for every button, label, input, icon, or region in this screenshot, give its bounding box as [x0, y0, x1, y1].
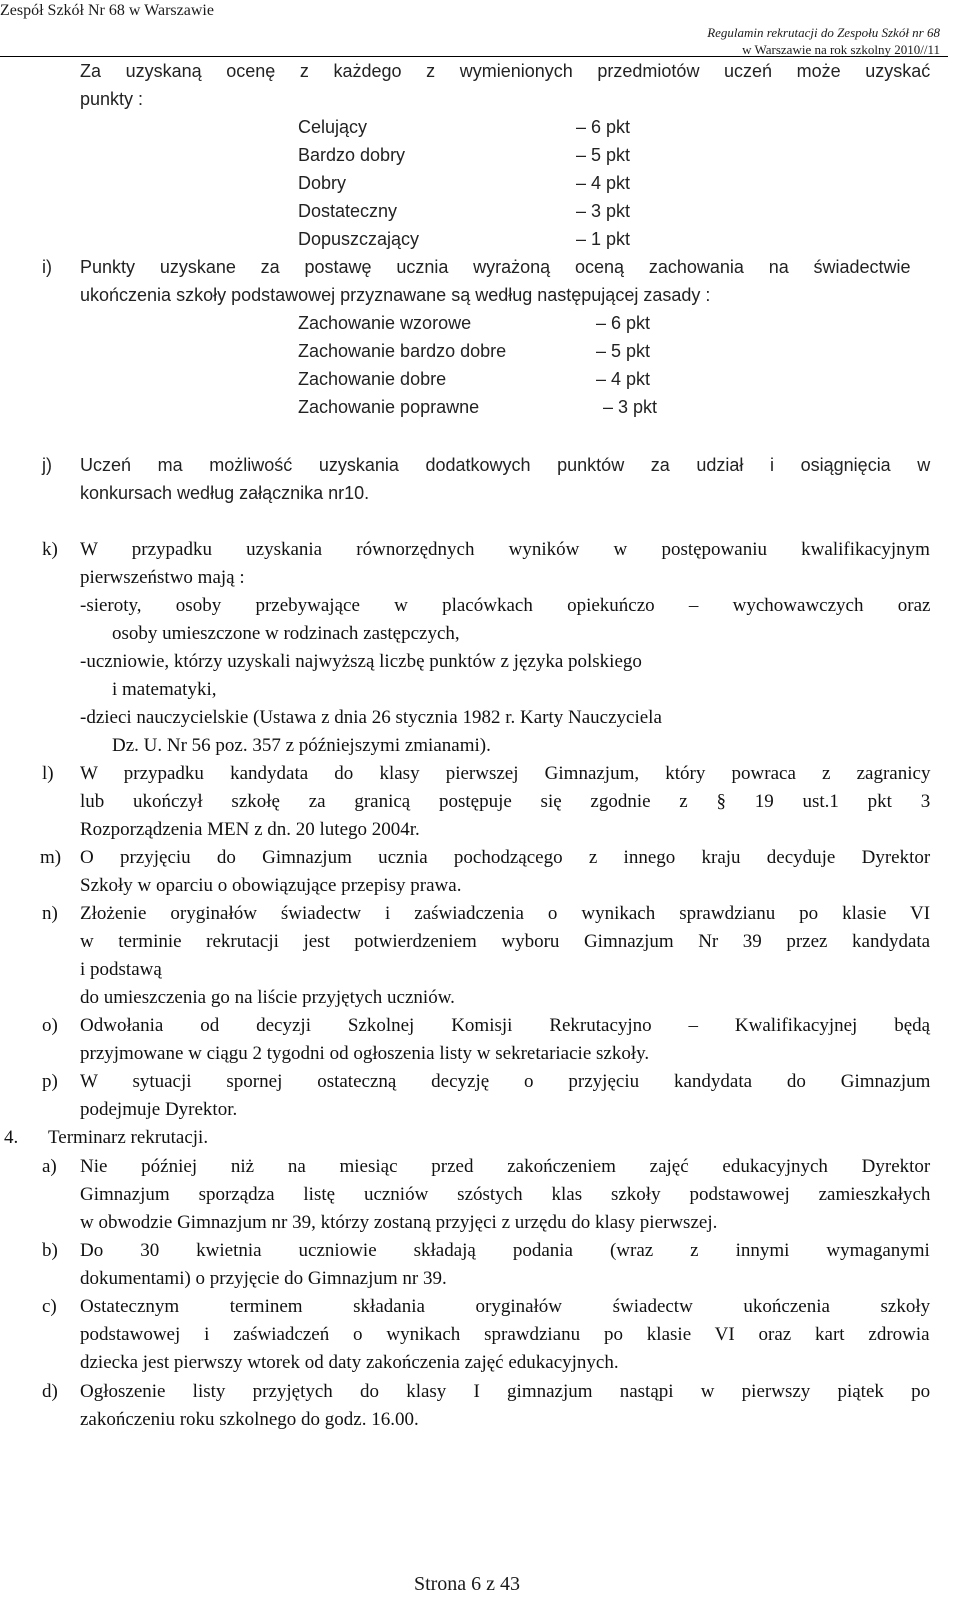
grade-points: – 5 pkt: [575, 145, 630, 165]
item-label: m): [40, 847, 62, 868]
item-k-line-4: osoby umieszczone w rodzinach zastępczych,: [112, 623, 460, 644]
grade-name: Dobry: [298, 173, 347, 193]
page-number: Strona 6 z 43: [413, 1573, 521, 1595]
behaviour-name: Zachowanie bardzo dobre: [298, 341, 507, 361]
item-n-line-4: do umieszczenia go na liście przyjętych uczniów.: [80, 987, 455, 1008]
item-o-line-1: Odwołania od decyzji Szkolnej Komisji Rekrutacyjno – Kwalifikacyjnej będą: [80, 1015, 931, 1036]
header-document-title: [707, 24, 940, 58]
intro-line-2: punkty :: [80, 89, 144, 109]
item-4d-line-2: zakończeniu roku szkolnego do godz. 16.00.: [80, 1409, 419, 1430]
item-n-line-1: Złożenie oryginałów świadectw i zaświadczenia o wynikach sprawdzianu po klasie VI: [80, 903, 931, 924]
grade-points: – 6 pkt: [575, 117, 630, 137]
grade-points: – 4 pkt: [575, 173, 630, 193]
item-label: c): [42, 1296, 57, 1317]
item-label: o): [42, 1015, 58, 1036]
behaviour-points: – 5 pkt: [595, 341, 650, 361]
item-label: a): [42, 1156, 57, 1177]
item-k-line-6: i matematyki,: [112, 679, 217, 700]
behaviour-points: – 4 pkt: [595, 369, 650, 389]
item-label: j): [42, 455, 52, 475]
item-label: b): [42, 1240, 58, 1261]
item-4c-line-1: Ostatecznym terminem składania oryginałów świadectw ukończenia szkoły: [80, 1296, 931, 1317]
item-4c-line-3: dziecka jest pierwszy wtorek od daty zakończenia zajęć edukacyjnych.: [80, 1352, 619, 1373]
item-4a-line-3: w obwodzie Gimnazjum nr 39, którzy zostaną przyjęci z urzędu do klasy pierwszej.: [80, 1212, 718, 1233]
item-l-line-3: Rozporządzenia MEN z dn. 20 lutego 2004r.: [80, 819, 420, 840]
item-m-line-2: Szkoły w oparciu o obowiązujące przepisy prawa.: [80, 875, 462, 896]
item-4c-line-2: podstawowej i zaświadczeń o wynikach sprawdzianu po klasie VI oraz kart zdrowia: [80, 1324, 930, 1345]
item-p-line-2: podejmuje Dyrektor.: [80, 1099, 238, 1120]
item-4a-line-1: Nie później niż na miesiąc przed zakończeniem zajęć edukacyjnych Dyrektor: [80, 1156, 931, 1177]
behaviour-name: Zachowanie poprawne: [298, 397, 480, 417]
grade-points: – 1 pkt: [575, 229, 630, 249]
item-n-line-2: w terminie rekrutacji jest potwierdzeniem wyboru Gimnazjum Nr 39 przez kandydata: [80, 931, 931, 952]
header-divider: [0, 56, 948, 57]
item-n-line-3: i podstawą: [80, 959, 162, 980]
item-4b-line-2: dokumentami) o przyjęcie do Gimnazjum nr 39.: [80, 1268, 447, 1289]
item-k-line-3: -sieroty, osoby przebywające w placówkach opiekuńczo – wychowawczych oraz: [80, 595, 931, 616]
item-label: k): [42, 539, 58, 560]
item-k-line-7: -dzieci nauczycielskie (Ustawa z dnia 26 stycznia 1982 r. Karty Nauczyciela: [80, 707, 662, 728]
item-m-line-1: O przyjęciu do Gimnazjum ucznia pochodzącego z innego kraju decyduje Dyrektor: [80, 847, 931, 868]
item-l-line-1: W przypadku kandydata do klasy pierwszej Gimnazjum, który powraca z zagranicy: [80, 763, 931, 784]
item-l-line-2: lub ukończył szkołę za granicą postępuje się zgodnie z § 19 ust.1 pkt 3: [80, 791, 931, 812]
item-4b-line-1: Do 30 kwietnia uczniowie składają podania (wraz z innymi wymaganymi: [80, 1240, 930, 1261]
item-j-line-2: konkursach według załącznika nr10.: [80, 483, 370, 503]
item-label: l): [42, 763, 54, 784]
item-label: i): [42, 257, 52, 277]
header-school-name: Zespół Szkół Nr 68 w Warszawie: [0, 2, 214, 19]
item-o-line-2: przyjmowane w ciągu 2 tygodni od ogłoszenia listy w sekretariacie szkoły.: [80, 1043, 650, 1064]
behaviour-name: Zachowanie dobre: [298, 369, 447, 389]
grade-name: Bardzo dobry: [298, 145, 406, 165]
behaviour-points: – 6 pkt: [595, 313, 650, 333]
grade-name: Dopuszczający: [298, 229, 420, 249]
section-number: 4.: [4, 1127, 19, 1148]
behaviour-points: – 3 pkt: [602, 397, 657, 417]
item-k-line-5: -uczniowie, którzy uzyskali najwyższą liczbę punktów z języka polskiego: [80, 651, 642, 672]
item-4a-line-2: Gimnazjum sporządza listę uczniów szóstych klas szkoły podstawowej zamieszkałych: [80, 1184, 931, 1205]
item-p-line-1: W sytuacji spornej ostateczną decyzję o przyjęciu kandydata do Gimnazjum: [80, 1071, 931, 1092]
header-title-line-2: w Warszawie na rok szkolny 2010//11: [742, 42, 940, 57]
item-i-line-2: ukończenia szkoły podstawowej przyznawane są według następującej zasady :: [80, 285, 711, 305]
header-title-line-1: Regulamin rekrutacji do Zespołu Szkół nr 68: [707, 25, 940, 40]
section-title: Terminarz rekrutacji.: [48, 1127, 209, 1148]
grade-name: Celujący: [298, 117, 368, 137]
item-label: d): [42, 1381, 58, 1402]
item-4d-line-1: Ogłoszenie listy przyjętych do klasy I gimnazjum nastąpi w pierwszy piątek po: [80, 1381, 931, 1402]
behaviour-name: Zachowanie wzorowe: [298, 313, 472, 333]
item-k-line-8: Dz. U. Nr 56 poz. 357 z późniejszymi zmianami).: [112, 735, 491, 756]
grade-name: Dostateczny: [298, 201, 398, 221]
item-j-line-1: Uczeń ma możliwość uzyskania dodatkowych punktów za udział i osiągnięcia w: [80, 455, 931, 475]
item-k-line-2: pierwszeństwo mają :: [80, 567, 245, 588]
item-i-line-1: Punkty uzyskane za postawę ucznia wyrażoną oceną zachowania na świadectwie: [80, 257, 911, 277]
item-label: n): [42, 903, 58, 924]
item-label: p): [42, 1071, 58, 1092]
intro-line-1: Za uzyskaną ocenę z każdego z wymienionych przedmiotów uczeń może uzyskać: [80, 61, 931, 81]
grade-points: – 3 pkt: [575, 201, 630, 221]
item-k-line-1: W przypadku uzyskania równorzędnych wyników w postępowaniu kwalifikacyjnym: [80, 539, 930, 560]
